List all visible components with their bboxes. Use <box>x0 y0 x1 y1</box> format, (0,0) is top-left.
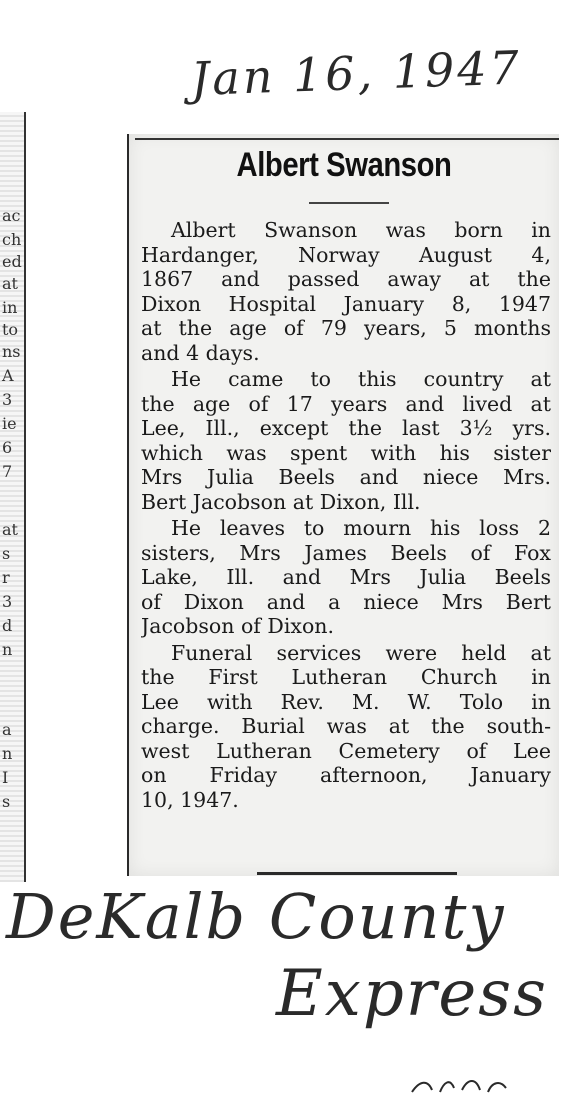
paragraph-residence <box>141 367 551 514</box>
paragraph-survivors <box>141 516 551 639</box>
paragraph-birth-death <box>141 218 551 365</box>
headline-rule <box>309 202 389 204</box>
text-line: west Lutheran Cemetery of Lee <box>141 738 551 763</box>
handwritten-date: Jan 16, 1947 <box>190 40 523 106</box>
text-line: Dixon Hospital January 8, 1947 <box>141 291 551 316</box>
text-line: He came to this country at <box>171 367 551 391</box>
cut-off-handwriting <box>410 1072 510 1095</box>
text-line: which was spent with his sister <box>141 440 551 465</box>
fragment-text: I <box>2 768 9 787</box>
fragment-text: n <box>2 640 13 659</box>
text-line: Lee, Ill., except the last 3½ yrs. <box>141 416 551 440</box>
text-line: Jacobson of Dixon. <box>141 614 335 638</box>
text-line: 10, 1947. <box>141 787 239 812</box>
bottom-rule <box>257 872 457 875</box>
paragraph-funeral <box>141 641 551 813</box>
obituary-headline: Albert Swanson <box>236 146 452 184</box>
text-line: Lake, Ill. and Mrs Julia Beels <box>141 565 551 589</box>
text-line: Mrs Julia Beels and niece Mrs. <box>141 465 551 489</box>
text-line: Albert Swanson was born in <box>171 218 551 242</box>
text-line: Lee with Rev. M. W. Tolo in <box>141 689 551 714</box>
fragment-text: ch <box>2 230 22 249</box>
text-line: and 4 days. <box>141 340 260 365</box>
text-line: Funeral services were held at <box>171 640 551 665</box>
fragment-text: to <box>2 320 19 339</box>
adjacent-column-fragment <box>0 112 26 882</box>
text-line: the age of 17 years and lived at <box>141 391 551 416</box>
handwritten-source-line: Express <box>276 957 548 1031</box>
handwritten-source <box>6 880 581 1031</box>
text-line: 1867 and passed away at the <box>141 267 551 291</box>
fragment-text: in <box>2 298 18 317</box>
fragment-text: n <box>2 744 13 763</box>
fragment-text: ac <box>2 206 21 225</box>
fragment-text: at <box>2 520 18 539</box>
fragment-text: s <box>2 544 11 563</box>
text-line: sisters, Mrs James Beels of Fox <box>141 540 551 565</box>
fragment-text: r <box>2 568 10 587</box>
text-line: of Dixon and a niece Mrs Bert <box>141 589 551 614</box>
fragment-text: s <box>2 792 11 811</box>
text-line: on Friday afternoon, January <box>141 763 551 787</box>
fragment-text: ed <box>2 252 22 271</box>
fragment-text: 7 <box>2 462 13 481</box>
handwritten-source-line: DeKalb County <box>6 880 506 953</box>
text-line: at the age of 79 years, 5 months <box>141 316 551 340</box>
obituary-body <box>141 218 551 812</box>
text-line: Hardanger, Norway August 4, <box>141 242 551 267</box>
fragment-text: at <box>2 274 18 293</box>
text-line: charge. Burial was at the south- <box>141 714 551 738</box>
text-line: Bert Jacobson at Dixon, Ill. <box>141 489 421 514</box>
fragment-text: 3 <box>2 390 13 409</box>
text-line: the First Lutheran Church in <box>141 665 551 689</box>
fragment-text: 6 <box>2 438 13 457</box>
obituary-clipping <box>127 134 559 876</box>
text-line: He leaves to mourn his loss 2 <box>171 516 551 540</box>
fragment-text: ns <box>2 342 21 361</box>
top-rule <box>135 138 559 140</box>
fragment-text: ie <box>2 414 17 433</box>
scrawl-mark <box>410 1072 510 1095</box>
fragment-text: 3 <box>2 592 13 611</box>
fragment-text: a <box>2 720 12 739</box>
fragment-text: d <box>2 616 13 635</box>
fragment-text: A <box>2 366 14 385</box>
